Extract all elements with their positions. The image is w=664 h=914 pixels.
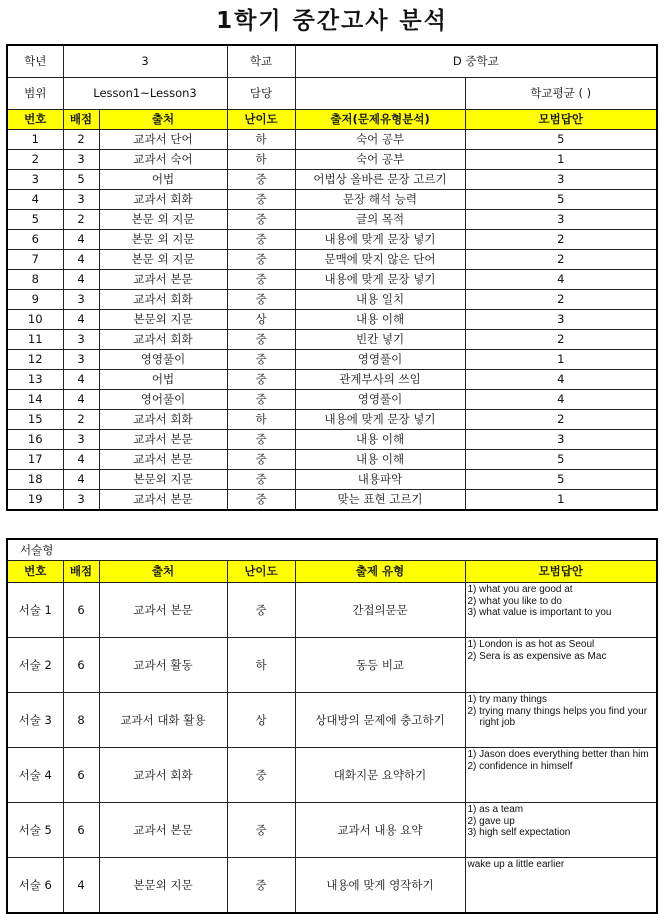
table-row	[7, 693, 657, 748]
source: 교과서 회화	[99, 190, 227, 210]
table-row	[7, 583, 657, 638]
difficulty: 중	[227, 470, 295, 490]
table-row	[7, 290, 657, 310]
model-answer	[465, 693, 657, 748]
points: 2	[63, 410, 99, 430]
points: 8	[63, 693, 99, 748]
table-row	[7, 190, 657, 210]
question-number: 4	[7, 190, 63, 210]
source: 교과서 활동	[99, 638, 227, 693]
answer-line: 2) confidence in himself	[467, 760, 573, 772]
source: 교과서 본문	[99, 490, 227, 511]
points: 2	[63, 210, 99, 230]
table-row	[7, 430, 657, 450]
answer-line: wake up a little earlier	[467, 859, 565, 870]
source: 교과서 대화 활용	[99, 693, 227, 748]
points: 3	[63, 190, 99, 210]
question-number: 15	[7, 410, 63, 430]
grade-value: 3	[63, 45, 227, 78]
table-row	[7, 210, 657, 230]
model-answer	[465, 748, 657, 803]
answer-line: 1) what you are good at	[467, 584, 573, 595]
points: 3	[63, 490, 99, 511]
model-answer: 4	[465, 390, 657, 410]
points: 6	[63, 638, 99, 693]
question-type: 내용에 맞게 영작하기	[295, 858, 465, 914]
column-header: 출처	[99, 110, 227, 130]
points: 4	[63, 370, 99, 390]
source: 본문외 지문	[99, 470, 227, 490]
question-number: 5	[7, 210, 63, 230]
difficulty: 하	[227, 410, 295, 430]
question-number: 13	[7, 370, 63, 390]
question-type: 간접의문문	[295, 583, 465, 638]
model-answer: 3	[465, 310, 657, 330]
answer-line: 2) trying many things helps you find your right job	[467, 705, 648, 728]
question-number: 서술 3	[7, 693, 63, 748]
difficulty: 하	[227, 638, 295, 693]
answer-line: 3) high self expectation	[467, 827, 571, 838]
difficulty: 중	[227, 370, 295, 390]
difficulty: 중	[227, 490, 295, 511]
question-type: 숙어 공부	[295, 150, 465, 170]
source: 교과서 본문	[99, 430, 227, 450]
question-number: 3	[7, 170, 63, 190]
table-row	[7, 638, 657, 693]
points: 3	[63, 330, 99, 350]
answer-line: 2) gave up	[467, 815, 515, 827]
points: 3	[63, 350, 99, 370]
difficulty: 중	[227, 190, 295, 210]
table-row	[7, 150, 657, 170]
difficulty: 중	[227, 230, 295, 250]
table-row	[7, 310, 657, 330]
difficulty: 중	[227, 748, 295, 803]
question-type: 동등 비교	[295, 638, 465, 693]
question-number: 17	[7, 450, 63, 470]
model-answer: 3	[465, 210, 657, 230]
column-header: 출저(문제유형분석)	[295, 110, 465, 130]
question-number: 서술 6	[7, 858, 63, 914]
model-answer: 5	[465, 190, 657, 210]
question-type: 내용 이해	[295, 310, 465, 330]
question-number: 2	[7, 150, 63, 170]
difficulty: 중	[227, 583, 295, 638]
question-type: 관계부사의 쓰임	[295, 370, 465, 390]
points: 3	[63, 150, 99, 170]
question-number: 서술 1	[7, 583, 63, 638]
question-number: 9	[7, 290, 63, 310]
answer-line: 2) Sera is as expensive as Mac	[467, 650, 607, 662]
model-answer: 1	[465, 350, 657, 370]
range-label: 범위	[7, 78, 63, 110]
table-row	[7, 450, 657, 470]
model-answer: 1	[465, 490, 657, 511]
difficulty: 중	[227, 250, 295, 270]
points: 5	[63, 170, 99, 190]
school-value: D 중학교	[295, 45, 657, 78]
model-answer: 5	[465, 130, 657, 150]
table-row	[7, 490, 657, 511]
table-row	[7, 250, 657, 270]
difficulty: 중	[227, 430, 295, 450]
column-header: 번호	[7, 110, 63, 130]
difficulty: 중	[227, 450, 295, 470]
objective-table	[6, 44, 658, 511]
question-number: 7	[7, 250, 63, 270]
source: 교과서 회화	[99, 748, 227, 803]
column-header: 난이도	[227, 561, 295, 583]
question-type: 빈칸 넣기	[295, 330, 465, 350]
question-number: 서술 2	[7, 638, 63, 693]
question-number: 12	[7, 350, 63, 370]
source: 교과서 본문	[99, 803, 227, 858]
points: 3	[63, 290, 99, 310]
difficulty: 상	[227, 310, 295, 330]
table-row	[7, 230, 657, 250]
question-number: 8	[7, 270, 63, 290]
column-header: 출처	[99, 561, 227, 583]
question-number: 19	[7, 490, 63, 511]
question-number: 서술 4	[7, 748, 63, 803]
question-type: 숙어 공부	[295, 130, 465, 150]
question-type: 영영풀이	[295, 390, 465, 410]
subjective-caption: 서술형	[7, 539, 657, 561]
column-header: 난이도	[227, 110, 295, 130]
model-answer: 4	[465, 270, 657, 290]
source: 교과서 본문	[99, 450, 227, 470]
subjective-header-row	[7, 561, 657, 583]
table-row	[7, 470, 657, 490]
question-number: 6	[7, 230, 63, 250]
points: 4	[63, 470, 99, 490]
table-row	[7, 803, 657, 858]
difficulty: 중	[227, 350, 295, 370]
source: 교과서 본문	[99, 583, 227, 638]
model-answer: 2	[465, 250, 657, 270]
question-number: 서술 5	[7, 803, 63, 858]
model-answer	[465, 803, 657, 858]
model-answer: 2	[465, 290, 657, 310]
table-row	[7, 270, 657, 290]
question-type: 내용 이해	[295, 450, 465, 470]
points: 4	[63, 450, 99, 470]
difficulty: 하	[227, 130, 295, 150]
question-type: 내용에 맞게 문장 넣기	[295, 270, 465, 290]
question-type: 영영풀이	[295, 350, 465, 370]
points: 6	[63, 748, 99, 803]
difficulty: 중	[227, 210, 295, 230]
source: 영어풀이	[99, 390, 227, 410]
model-answer: 1	[465, 150, 657, 170]
difficulty: 중	[227, 330, 295, 350]
source: 본문외 지문	[99, 858, 227, 914]
table-row	[7, 858, 657, 914]
question-number: 10	[7, 310, 63, 330]
grade-label: 학년	[7, 45, 63, 78]
question-type: 내용파악	[295, 470, 465, 490]
range-value: Lesson1~Lesson3	[63, 78, 227, 110]
source: 교과서 본문	[99, 270, 227, 290]
points: 6	[63, 803, 99, 858]
teacher-value	[295, 78, 465, 110]
question-number: 18	[7, 470, 63, 490]
question-type: 어법상 올바른 문장 고르기	[295, 170, 465, 190]
model-answer: 2	[465, 230, 657, 250]
answer-line: 1) try many things	[467, 694, 547, 705]
model-answer: 2	[465, 330, 657, 350]
points: 4	[63, 250, 99, 270]
model-answer: 5	[465, 470, 657, 490]
table-row	[7, 390, 657, 410]
objective-header-row	[7, 110, 657, 130]
column-header: 배점	[63, 110, 99, 130]
column-header: 출제 유형	[295, 561, 465, 583]
question-number: 14	[7, 390, 63, 410]
question-type: 문맥에 맞지 않은 단어	[295, 250, 465, 270]
model-answer: 2	[465, 410, 657, 430]
model-answer: 3	[465, 170, 657, 190]
points: 3	[63, 430, 99, 450]
question-type: 내용에 맞게 문장 넣기	[295, 410, 465, 430]
subjective-table	[6, 538, 658, 914]
model-answer	[465, 638, 657, 693]
source: 본문 외 지문	[99, 230, 227, 250]
answer-line: 1) Jason does everything better than him	[467, 749, 649, 760]
answer-line: 2) what you like to do	[467, 595, 562, 607]
points: 4	[63, 230, 99, 250]
column-header: 배점	[63, 561, 99, 583]
model-answer: 4	[465, 370, 657, 390]
question-type: 내용 일치	[295, 290, 465, 310]
question-type: 상대방의 문제에 충고하기	[295, 693, 465, 748]
question-type: 맞는 표현 고르기	[295, 490, 465, 511]
source: 어법	[99, 170, 227, 190]
points: 4	[63, 390, 99, 410]
difficulty: 상	[227, 693, 295, 748]
column-header: 모범답안	[465, 561, 657, 583]
difficulty: 하	[227, 150, 295, 170]
table-row	[7, 370, 657, 390]
source: 본문 외 지문	[99, 250, 227, 270]
page-title: 1학기 중간고사 분석	[216, 8, 448, 34]
model-answer	[465, 583, 657, 638]
difficulty: 중	[227, 270, 295, 290]
question-type: 내용 이해	[295, 430, 465, 450]
table-row	[7, 170, 657, 190]
question-number: 1	[7, 130, 63, 150]
points: 4	[63, 310, 99, 330]
teacher-label: 담당	[227, 78, 295, 110]
question-type: 글의 목적	[295, 210, 465, 230]
table-row	[7, 330, 657, 350]
answer-line: 1) London is as hot as Seoul	[467, 639, 595, 650]
difficulty: 중	[227, 803, 295, 858]
source: 어법	[99, 370, 227, 390]
model-answer: 5	[465, 450, 657, 470]
points: 4	[63, 270, 99, 290]
source: 영영풀이	[99, 350, 227, 370]
points: 2	[63, 130, 99, 150]
model-answer: 3	[465, 430, 657, 450]
question-number: 11	[7, 330, 63, 350]
model-answer	[465, 858, 657, 914]
source: 본문외 지문	[99, 310, 227, 330]
column-header: 번호	[7, 561, 63, 583]
difficulty: 중	[227, 390, 295, 410]
question-type: 문장 해석 능력	[295, 190, 465, 210]
difficulty: 중	[227, 290, 295, 310]
question-number: 16	[7, 430, 63, 450]
column-header: 모범답안	[465, 110, 657, 130]
difficulty: 중	[227, 170, 295, 190]
source: 교과서 회화	[99, 410, 227, 430]
question-type: 내용에 맞게 문장 넣기	[295, 230, 465, 250]
points: 6	[63, 583, 99, 638]
source: 교과서 회화	[99, 290, 227, 310]
table-row	[7, 748, 657, 803]
question-type: 교과서 내용 요약	[295, 803, 465, 858]
school-average: 학교평균 ( )	[465, 78, 657, 110]
source: 본문 외 지문	[99, 210, 227, 230]
question-type: 대화지문 요약하기	[295, 748, 465, 803]
source: 교과서 숙어	[99, 150, 227, 170]
school-label: 학교	[227, 45, 295, 78]
answer-line: 1) as a team	[467, 804, 524, 815]
table-row	[7, 130, 657, 150]
answer-line: 3) what value is important to you	[467, 607, 612, 618]
points: 4	[63, 858, 99, 914]
table-row	[7, 410, 657, 430]
source: 교과서 단어	[99, 130, 227, 150]
table-row	[7, 350, 657, 370]
difficulty: 중	[227, 858, 295, 914]
source: 교과서 회화	[99, 330, 227, 350]
